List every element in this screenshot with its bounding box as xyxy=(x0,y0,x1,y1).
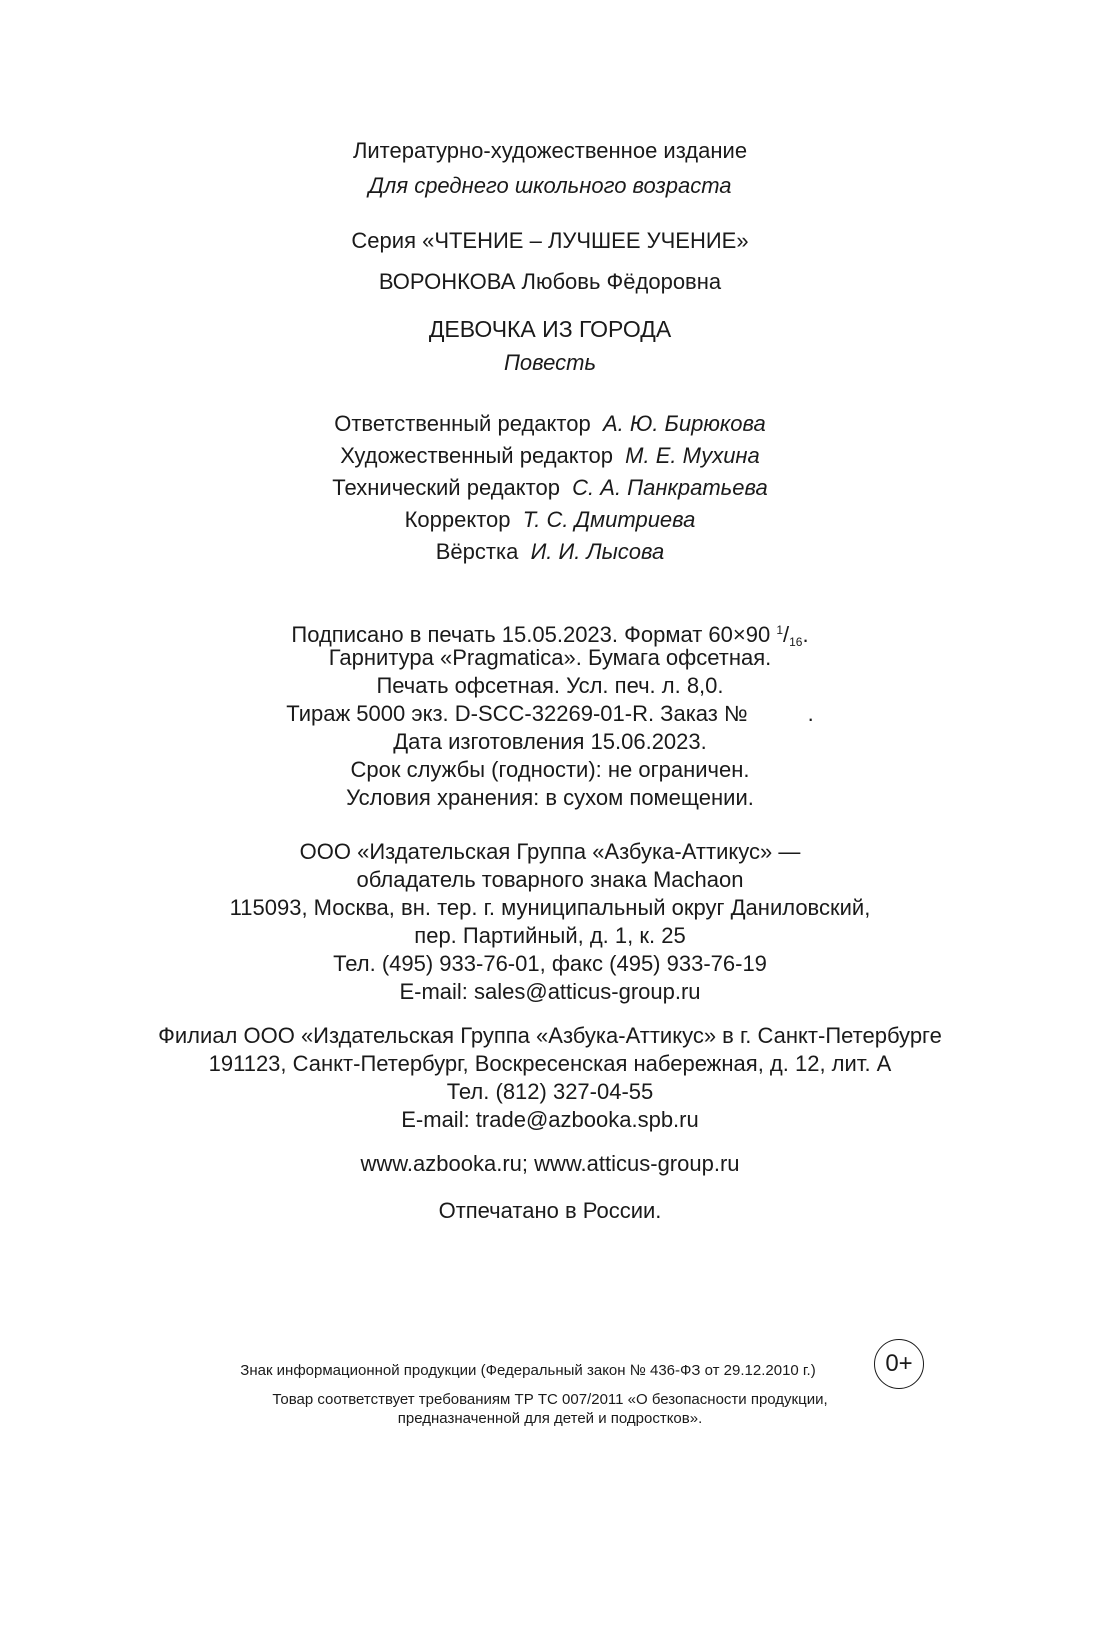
branch-name: Филиал ООО «Издательская Группа «Азбука-Аттикус» в г. Санкт-Петербурге xyxy=(158,1023,942,1048)
print-typeface: Гарнитура «Pragmatica». Бумага офсетная. xyxy=(328,645,772,670)
edition-type: Литературно-художественное издание xyxy=(352,138,748,163)
printed-in: Отпечатано в России. xyxy=(438,1198,662,1223)
format-slash: / xyxy=(783,622,790,647)
print-run xyxy=(0,700,1100,728)
format-denominator: 16 xyxy=(789,635,803,649)
series: Серия «ЧТЕНИЕ – ЛУЧШЕЕ УЧЕНИЕ» xyxy=(351,228,749,253)
publisher-trademark: обладатель товарного знака Machaon xyxy=(356,867,744,892)
print-storage: Условия хранения: в сухом помещении. xyxy=(346,785,754,810)
publisher-phone: Тел. (495) 933-76-01, факс (495) 933-76-19 xyxy=(333,951,767,976)
audience: Для среднего школьного возраста xyxy=(368,173,732,198)
print-run-end: . xyxy=(807,701,814,726)
format-end: . xyxy=(802,622,809,647)
staff-role: Ответственный редактор xyxy=(334,411,591,436)
staff-name: Т. С. Дмитриева xyxy=(522,507,696,532)
staff-line xyxy=(0,506,1100,534)
print-run-text: Тираж 5000 экз. D-SCC-32269-01-R. Заказ № xyxy=(286,701,748,726)
staff-line xyxy=(0,442,1100,470)
staff-role: Художественный редактор xyxy=(340,443,613,468)
branch-email: E-mail: trade@azbooka.spb.ru xyxy=(401,1107,699,1132)
compliance-line2: предназначенной для детей и подростков». xyxy=(397,1410,703,1427)
staff-name: И. И. Лысова xyxy=(530,539,665,564)
publisher-address2: пер. Партийный, д. 1, к. 25 xyxy=(414,923,686,948)
publisher-email: E-mail: sales@atticus-group.ru xyxy=(399,979,701,1004)
print-signed-text: Подписано в печать 15.05.2023. Формат 60×90 xyxy=(291,622,771,647)
format-numerator: 1 xyxy=(776,623,783,637)
staff-name: А. Ю. Бирюкова xyxy=(602,411,766,436)
staff-name: М. Е. Мухина xyxy=(625,443,760,468)
book-title: ДЕВОЧКА ИЗ ГОРОДА xyxy=(428,316,672,342)
staff-role: Технический редактор xyxy=(332,475,560,500)
websites: www.azbooka.ru; www.atticus-group.ru xyxy=(360,1151,740,1176)
print-made: Дата изготовления 15.06.2023. xyxy=(393,729,707,754)
compliance-line1: Товар соответствует требованиям ТР ТС 007/2011 «О безопасности продукции, xyxy=(272,1391,828,1408)
print-type: Печать офсетная. Усл. печ. л. 8,0. xyxy=(376,673,724,698)
publisher-name: ООО «Издательская Группа «Азбука-Аттикус» — xyxy=(299,839,801,864)
staff-line xyxy=(0,474,1100,502)
staff-role: Вёрстка xyxy=(435,539,519,564)
info-sign-text: Знак информационной продукции (Федеральный закон № 436-ФЗ от 29.12.2010 г.) xyxy=(240,1362,816,1379)
staff-name: С. А. Панкратьева xyxy=(572,475,768,500)
publisher-address1: 115093, Москва, вн. тер. г. муниципальный округ Даниловский, xyxy=(229,895,871,920)
staff-line xyxy=(0,538,1100,566)
genre: Повесть xyxy=(503,350,597,375)
age-rating-badge: 0+ xyxy=(874,1339,924,1389)
branch-phone: Тел. (812) 327-04-55 xyxy=(446,1079,654,1104)
staff-role: Корректор xyxy=(404,507,511,532)
staff-line xyxy=(0,410,1100,438)
print-shelf-life: Срок службы (годности): не ограничен. xyxy=(350,757,750,782)
author: ВОРОНКОВА Любовь Фёдоровна xyxy=(378,269,722,294)
branch-address: 191123, Санкт-Петербург, Воскресенская набережная, д. 12, лит. А xyxy=(208,1051,892,1076)
